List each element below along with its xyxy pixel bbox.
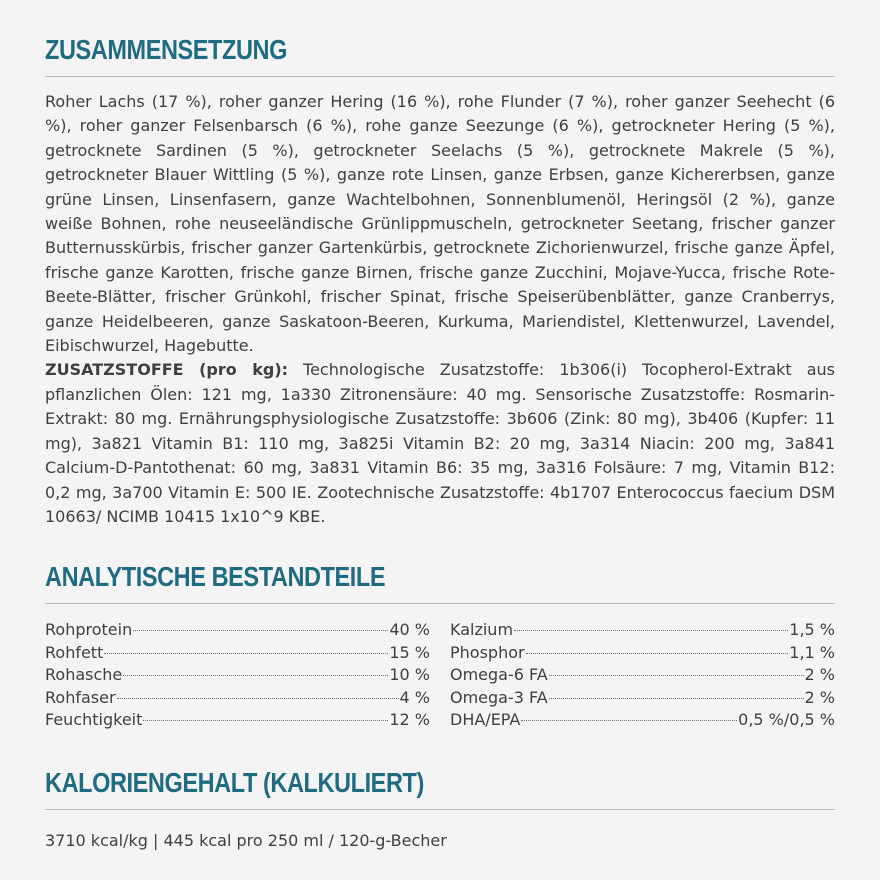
calories-heading: KALORIENGEHALT (KALKULIERT) [45,767,424,798]
analysis-value: 12 % [389,710,430,730]
dot-leader [549,698,804,699]
analysis-name: Omega-6 FA [450,665,548,685]
analysis-name: Rohfett [45,642,104,662]
analysis-name: Rohprotein [45,620,133,639]
analysis-row [450,619,835,642]
calories-divider [45,809,835,810]
composition-divider [45,76,835,77]
analysis-value: 1,5 % [789,620,835,639]
calories-section [45,766,835,852]
analysis-row [45,709,430,732]
analysis-value: 0,5 %/0,5 % [738,710,835,730]
analysis-name: Feuchtigkeit [45,710,143,730]
analysis-value: 15 % [389,642,430,662]
analysis-row [45,687,430,710]
composition-section [45,33,835,529]
analysis-row [450,687,835,710]
analysis-value: 4 % [399,687,430,707]
analysis-heading: ANALYTISCHE BESTANDTEILE [45,561,386,592]
analysis-name: Rohasche [45,665,123,685]
dot-leader [133,630,388,631]
dot-leader [526,653,789,654]
composition-heading: ZUSAMMENSETZUNG [45,34,287,65]
dot-leader [514,630,788,631]
analysis-value: 2 % [804,687,835,707]
analysis-row [45,619,430,642]
analysis-table [45,619,835,732]
analysis-column-right [450,619,835,732]
analysis-value: 10 % [389,665,430,685]
analysis-column-left [45,619,430,732]
additives-label: ZUSATZSTOFFE (pro kg): [45,360,289,380]
analysis-value: 1,1 % [789,642,835,662]
dot-leader [549,675,804,676]
ingredients-text: Roher Lachs (17 %), roher ganzer Hering (16 %), rohe Flunder (7 %), roher ganzer Seehecht (6 %), roher ganzer Felsenbarsch (6 %), rohe ganze Seezunge (6 %), getrockneter Hering (5 %), getrocknete Sardinen (5 %), getrockneter Seelachs (5 %), getrocknete Makrele (5 %), getrockneter Blauer Wittling (5 %), ganze rote Linsen, ganze Erbsen, ganze Kichererbsen, ganze grüne Linsen, Linsenfasern, ganze Wachtelbohnen, Sonnenblumenöl, Heringsöl (2 %), ganze weiße Bohnen, rohe neuseeländische Grünlippmuscheln, getrockneter Seetang, frischer ganzer Butternusskürbis, frischer ganzer Gartenkürbis, getrocknete Zichorienwurzel, frische ganze Äpfel, frische ganze Karotten, frische ganze Birnen, frische ganze Zucchini, Mojave-Yucca, frische Rote-Beete-Blätter, frischer Grünkohl, frischer Spinat, frische Speiserübenblätter, ganze Cranberrys, ganze Heidelbeeren, ganze Saskatoon-Beeren, Kurkuma, Mariendistel, Klettenwurzel, Lavendel, Eibischwurzel, Hagebutte. [45,92,835,356]
additives-paragraph [45,358,835,529]
dot-leader [123,675,388,676]
analysis-name: Rohfaser [45,687,116,707]
dot-leader [104,653,388,654]
analysis-row [45,664,430,687]
analysis-row [450,642,835,665]
analysis-name: Phosphor [450,642,525,662]
calories-text: 3710 kcal/kg | 445 kcal pro 250 ml / 120-g-Becher [45,831,447,850]
analysis-row [45,642,430,665]
analysis-section [45,560,835,732]
analysis-row [450,709,835,732]
dot-leader [521,720,737,721]
analysis-name: Kalzium [450,620,514,639]
analysis-name: DHA/EPA [450,710,521,730]
additives-text: Technologische Zusatzstoffe: 1b306(i) Tocopherol-Extrakt aus pflanzlichen Ölen: 121 mg, 1a330 Zitronensäure: 40 mg. Sensorische Zusatzstoffe: Rosmarin-Extrakt: 80 mg. Ernährungsphysiologische Zusatzstoffe: 3b606 (Zink: 80 mg), 3b406 (Kupfer: 11 mg), 3a821 Vitamin B1: 110 mg, 3a825i Vitamin B2: 20 mg, 3a314 Niacin: 200 mg, 3a841 Calcium-D-Pantothenat: 60 mg, 3a831 Vitamin B6: 35 mg, 3a316 Folsäure: 7 mg, Vitamin B12: 0,2 mg, 3a700 Vitamin E: 500 IE. Zootechnische Zusatzstoffe: 4b1707 Enterococcus faecium DSM 10663/ NCIMB 10415 1x10^9 KBE. [45,360,835,526]
analysis-value: 2 % [804,665,835,685]
analysis-divider [45,603,835,604]
analysis-row [450,664,835,687]
analysis-value: 40 % [389,620,430,639]
analysis-name: Omega-3 FA [450,687,548,707]
dot-leader [143,720,388,721]
dot-leader [117,698,399,699]
